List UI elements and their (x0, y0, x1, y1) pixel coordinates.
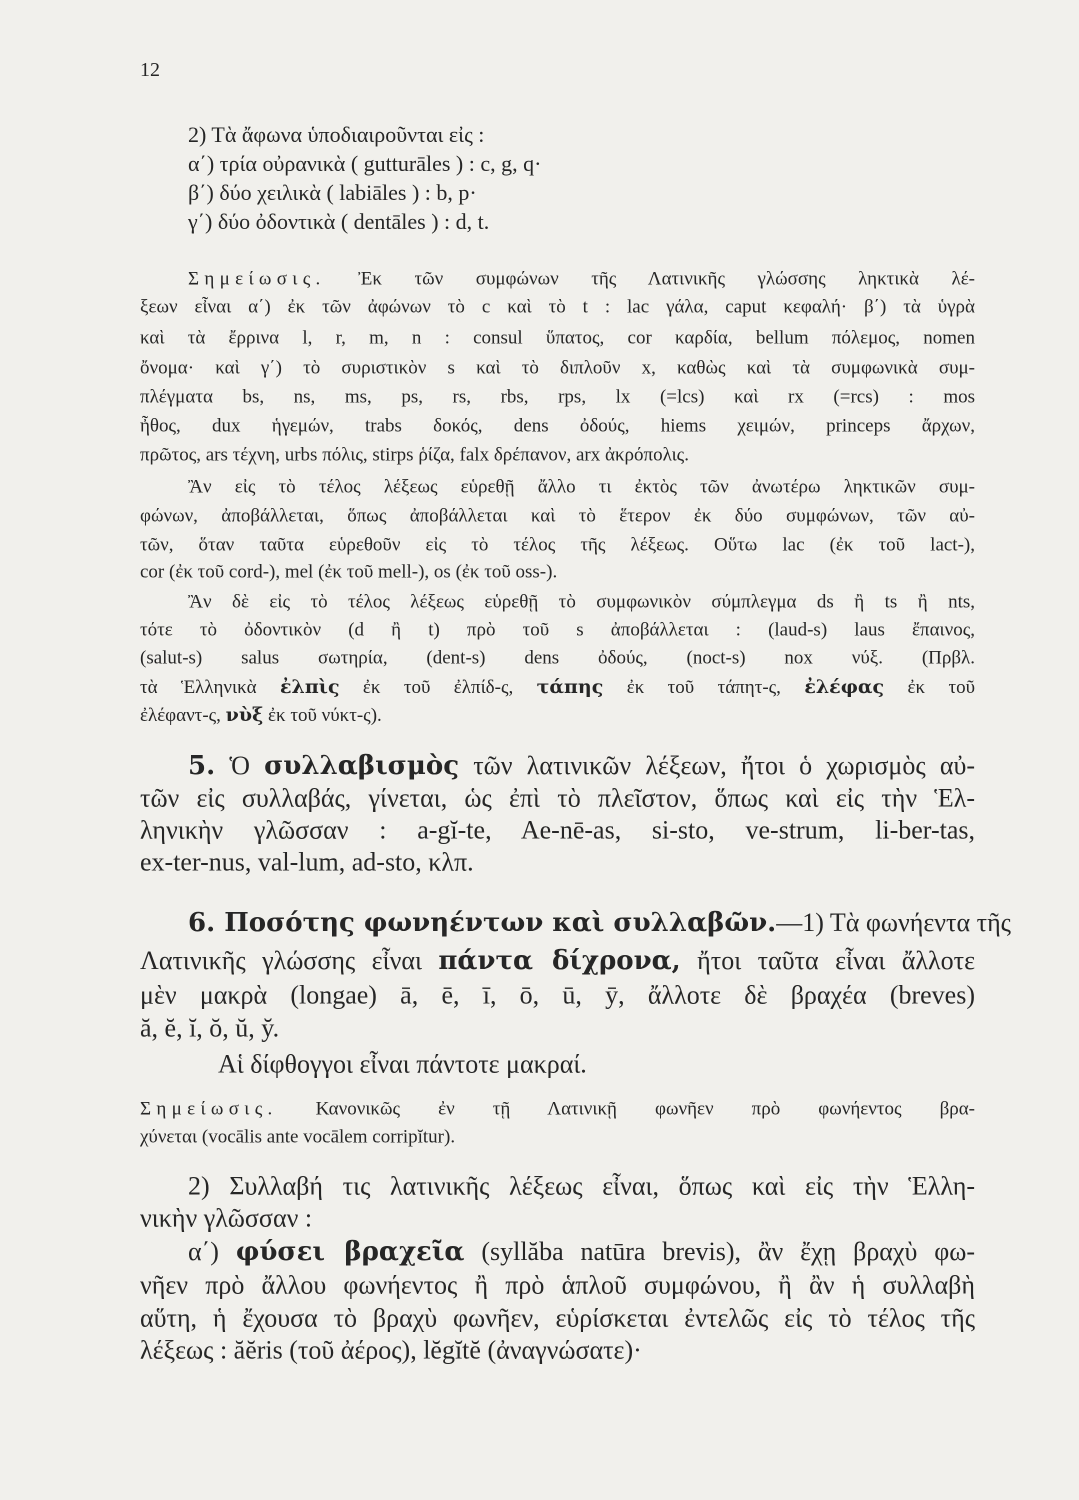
text-line (140, 297, 975, 320)
text-line (188, 122, 484, 148)
text-line (140, 416, 975, 439)
text-line (140, 620, 975, 643)
text-line (188, 151, 541, 177)
text-segment: Ἐκ τῶν συμφώνων τῆς Λατινικῆς γλώσσης ληκτικὰ λέ- (325, 268, 975, 290)
text-segment: χύνεται (vocālis ante vocālem corripĭtur). (140, 1126, 456, 1148)
note-label: Σημείωσις. (188, 268, 326, 290)
text-line (188, 907, 1011, 939)
text-segment: ἐκ τοῦ νύκτ-ς). (263, 705, 382, 727)
bold-term: 6. Ποσότης φωνηέντων καὶ συλλαβῶν. (188, 907, 777, 938)
text-line (140, 648, 975, 671)
text-line (140, 445, 689, 468)
text-segment: ἐκ τοῦ (884, 677, 975, 699)
text-line (140, 1302, 975, 1333)
text-segment: τῶν λατινικῶν λέξεων, ἤτοι ὁ χωρισμὸς αὐ- (459, 750, 976, 780)
text-segment: Ἂν δὲ εἰς τὸ τέλος λέξεως εὑρεθῇ τὸ συμφωνικὸν σύμπλεγμα ds ἢ ts ἢ nts, (188, 591, 975, 613)
text-line (140, 1099, 975, 1122)
text-segment: τὰ Ἑλληνικὰ (140, 677, 280, 699)
text-segment: ex-ter-nus, val-lum, ad-sto, κλπ. (140, 847, 474, 877)
text-line (188, 477, 975, 500)
text-segment: Κανονικῶς ἐν τῇ Λατινικῇ φωνῆεν πρὸ φωνήεντος βρα- (277, 1098, 975, 1120)
text-segment: καὶ τὰ ἔρρινα l, r, m, n : consul ὕπατος, cor καρδία, bellum πόλεμος, nomen (140, 327, 975, 349)
text-line (218, 1048, 587, 1079)
text-segment: ἐκ τοῦ ἐλπίδ-ς, (339, 677, 537, 699)
text-segment: ă, ĕ, ĭ, ŏ, ŭ, y̆. (140, 1013, 280, 1043)
text-segment: α΄) (188, 1236, 236, 1266)
text-segment: ληνικὴν γλῶσσαν : a-gĭ-te, Ae-nē-as, si-sto, ve-strum, li-ber-tas, (140, 815, 975, 845)
text-segment: α΄) τρία οὐρανικὰ ( gutturāles ) : c, g, q· (188, 150, 542, 176)
text-segment: β΄) δύο χειλικὰ ( labiāles ) : b, p· (188, 179, 477, 205)
bold-term: τάπης (536, 676, 604, 699)
text-segment: λέξεως : ăĕris (τοῦ ἀέρος), lĕgĭtĕ (ἀναγνώσατε)· (140, 1335, 642, 1365)
bold-term: πάντα δίχρονα, (438, 945, 681, 976)
text-line (140, 704, 382, 728)
text-line (140, 506, 975, 529)
bold-term: ἐλπὶς (280, 676, 340, 699)
text-line (140, 358, 975, 381)
text-segment: γ΄) δύο ὀδοντικὰ ( dentāles ) : d, t. (188, 208, 490, 234)
text-line (140, 1202, 312, 1233)
text-segment: μὲν μακρὰ (longae) ā, ē, ī, ō, ū, ȳ, ἄλλοτε δὲ βραχέα (breves) (140, 980, 975, 1010)
text-segment: ἦθος, dux ἡγεμών, trabs δοκός, dens ὀδούς, hiems χειμών, princeps ἄρχων, (140, 415, 975, 437)
text-line (140, 562, 557, 585)
text-segment: ὄνομα· καὶ γ΄) τὸ συριστικὸν s καὶ τὸ διπλοῦν x, καθὼς καὶ τὰ συμφωνικὰ συμ- (140, 357, 975, 379)
text-line (140, 945, 975, 977)
text-segment: —1) Τὰ φωνήεντα τῆς (776, 907, 1011, 937)
bold-term: νὺξ (225, 704, 264, 727)
text-segment: τῶν, ὅταν ταῦτα εὑρεθοῦν εἰς τὸ τέλος τῆς λέξεως. Οὕτω lac (ἐκ τοῦ lact-), (140, 534, 975, 556)
text-line (140, 846, 474, 877)
text-segment: ξεων εἶναι α΄) ἐκ τῶν ἀφώνων τὸ c καὶ τὸ t : lac γάλα, caput κεφαλή· β΄) τὰ ὑγρὰ (140, 296, 975, 318)
text-segment: νῆεν πρὸ ἄλλου φωνήεντος ἢ πρὸ ἁπλοῦ συμφώνου, ἢ ἂν ἡ συλλαβὴ (140, 1270, 975, 1300)
text-line (188, 750, 975, 782)
text-segment: (salut-s) salus σωτηρία, (dent-s) dens ὀδούς, (noct-s) nox νύξ. (Πρβλ. (140, 647, 975, 669)
bold-term: συλλαβισμὸς (264, 750, 460, 781)
text-segment: (syllăba natūra brevis), ἂν ἔχῃ βραχὺ φω- (464, 1236, 975, 1266)
text-line (188, 209, 489, 235)
text-segment: φώνων, ἀποβάλλεται, ὅπως ἀποβάλλεται καὶ τὸ ἕτερον ἐκ δύο συμφώνων, τῶν αὐ- (140, 505, 975, 527)
text-line (140, 387, 975, 410)
text-line (140, 1127, 455, 1150)
text-segment: ἤτοι ταῦτα εἶναι ἄλλοτε (680, 945, 975, 975)
text-segment: πλέγματα bs, ns, ms, ps, rs, rbs, rps, lx (=lcs) καὶ rx (=rcs) : mos (140, 386, 975, 408)
text-segment: Ἂν εἰς τὸ τέλος λέξεως εὑρεθῇ ἄλλο τι ἐκτὸς τῶν ἀνωτέρω ληκτικῶν συμ- (188, 476, 975, 498)
bold-term: 5. (188, 750, 216, 781)
text-line (140, 782, 975, 813)
text-segment: Ὁ (215, 750, 265, 780)
text-segment: Αἱ δίφθογγοι εἶναι πάντοτε μακραί. (218, 1049, 587, 1079)
text-line (140, 535, 975, 558)
text-segment: Λατινικῆς γλώσσης εἶναι (140, 945, 439, 975)
text-line (140, 979, 975, 1010)
text-line (140, 814, 975, 845)
bold-term: φύσει βραχεῖα (235, 1236, 465, 1267)
text-line (140, 328, 975, 351)
text-line (188, 269, 975, 292)
text-segment: 2) Συλλαβή τις λατινικῆς λέξεως εἶναι, ὅπως καὶ εἰς τὴν Ἑλλη- (188, 1171, 975, 1201)
text-line (188, 592, 975, 615)
text-line (140, 1012, 279, 1043)
page-number: 12 (140, 59, 160, 81)
note-label: Σημείωσις. (140, 1098, 278, 1120)
bold-term: ἐλέφας (804, 676, 885, 699)
text-segment: ἐλέφαντ-ς, (140, 705, 226, 727)
text-segment: νικὴν γλῶσσαν : (140, 1203, 313, 1233)
text-segment: τότε τὸ ὀδοντικὸν (d ἢ t) πρὸ τοῦ s ἀποβάλλεται : (laud-s) laus ἔπαινος, (140, 619, 975, 641)
text-line (188, 1236, 975, 1268)
text-line (188, 180, 477, 206)
text-segment: ἐκ τοῦ τάπητ-ς, (603, 677, 805, 699)
text-segment: πρῶτος, ars τέχνη, urbs πόλις, stirps ῥίζα, falx δρέπανον, arx ἀκρόπολις. (140, 444, 689, 466)
text-line (188, 1170, 975, 1201)
text-line (140, 1269, 975, 1300)
text-line (140, 676, 975, 700)
text-segment: cor (ἐκ τοῦ cord-), mel (ἐκ τοῦ mell-), os (ἐκ τοῦ oss-). (140, 561, 558, 583)
text-segment: αὕτη, ἡ ἔχουσα τὸ βραχὺ φωνῆεν, εὑρίσκεται ἐντελῶς εἰς τὸ τέλος τῆς (140, 1303, 975, 1333)
text-segment: 2) Τὰ ἄφωνα ὑποδιαιροῦνται εἰς : (188, 121, 485, 147)
text-line (140, 1334, 642, 1365)
text-segment: τῶν εἰς συλλαβάς, γίνεται, ὡς ἐπὶ τὸ πλεῖστον, ὅπως καὶ εἰς τὴν Ἑλ- (140, 783, 975, 813)
